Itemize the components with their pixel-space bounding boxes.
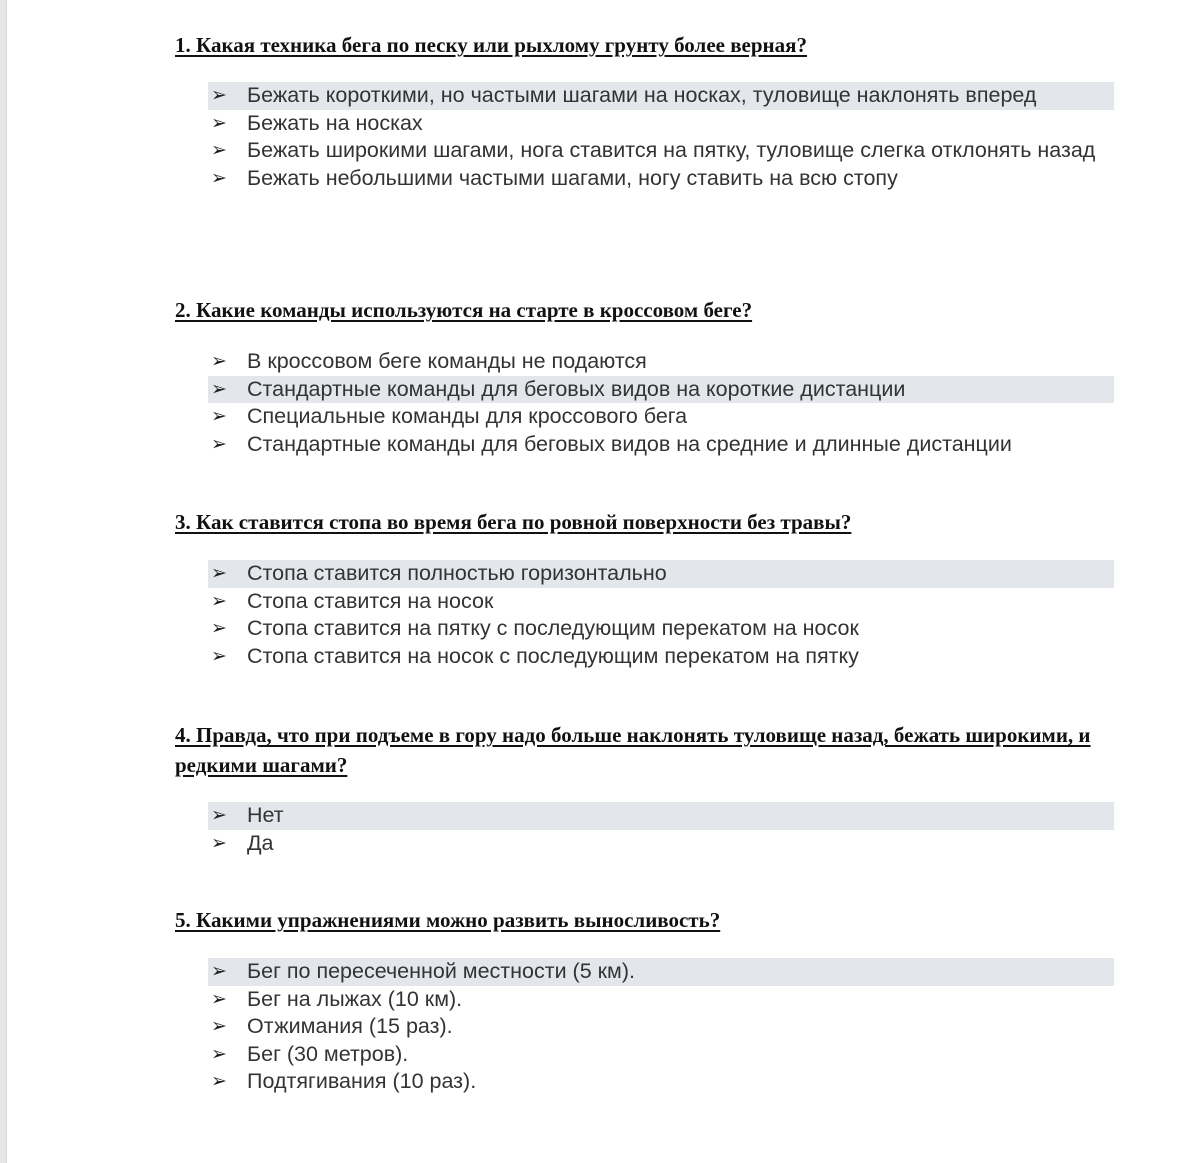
answer-text: Бег на лыжах (10 км).	[247, 986, 463, 1011]
arrow-bullet-icon: ➢	[211, 562, 227, 584]
answer-text: Бежать на носках	[247, 110, 423, 135]
answer-option[interactable]	[208, 1041, 1114, 1069]
question-title-5: 5. Какими упражнениями можно развить выносливость?	[175, 908, 721, 932]
answer-option[interactable]	[208, 1013, 1114, 1041]
arrow-bullet-icon: ➢	[211, 589, 227, 612]
answer-text: Стопа ставится на носок с последующим перекатом на пятку	[247, 643, 859, 668]
answer-option[interactable]	[208, 588, 1114, 616]
arrow-bullet-icon: ➢	[211, 111, 227, 134]
answer-text: Стопа ставится полностью горизонтально	[247, 561, 667, 585]
answer-option[interactable]	[208, 643, 1114, 671]
answer-text: Бег по пересеченной местности (5 км).	[247, 959, 635, 983]
answer-option[interactable]	[208, 802, 1114, 830]
answer-option[interactable]	[208, 830, 1114, 858]
answer-option[interactable]	[208, 986, 1114, 1014]
answer-text: В кроссовом беге команды не подаются	[247, 349, 647, 373]
answer-list-3	[208, 560, 1114, 670]
answer-text: Стандартные команды для беговых видов на средние и длинные дистанции	[247, 431, 1012, 456]
arrow-bullet-icon: ➢	[211, 644, 227, 667]
arrow-bullet-icon: ➢	[211, 139, 227, 161]
answer-option[interactable]	[208, 348, 1114, 376]
answer-text: Бег (30 метров).	[247, 1041, 409, 1066]
arrow-bullet-icon: ➢	[211, 1070, 227, 1092]
answer-text: Да	[247, 830, 274, 855]
answer-text: Бежать небольшими частыми шагами, ногу ставить на всю стопу	[247, 165, 898, 190]
arrow-bullet-icon: ➢	[211, 84, 227, 106]
answer-option[interactable]	[208, 560, 1114, 588]
arrow-bullet-icon: ➢	[211, 1042, 227, 1065]
answer-text: Стандартные команды для беговых видов на короткие дистанции	[247, 376, 906, 401]
answer-option[interactable]	[208, 110, 1114, 138]
answer-option[interactable]	[208, 431, 1114, 459]
answer-text: Специальные команды для кроссового бега	[247, 404, 688, 428]
question-title-2: 2. Какие команды используются на старте в кроссовом беге?	[175, 298, 753, 322]
answer-option[interactable]	[208, 615, 1114, 643]
arrow-bullet-icon: ➢	[211, 960, 227, 982]
answer-list-4	[208, 802, 1114, 857]
arrow-bullet-icon: ➢	[211, 350, 227, 372]
answer-option[interactable]	[208, 403, 1114, 431]
arrow-bullet-icon: ➢	[211, 166, 227, 189]
answer-text: Подтягивания (10 раз).	[247, 1069, 477, 1093]
answer-text: Отжимания (15 раз).	[247, 1014, 453, 1038]
answer-text: Нет	[247, 803, 284, 827]
arrow-bullet-icon: ➢	[211, 804, 227, 826]
question-title-1: 1. Какая техника бега по песку или рыхлому грунту более верная?	[175, 33, 808, 57]
question-title-3: 3. Как ставится стопа во время бега по ровной поверхности без травы?	[175, 510, 852, 534]
answer-text: Бежать короткими, но частыми шагами на носках, туловище наклонять вперед	[247, 83, 1037, 107]
arrow-bullet-icon: ➢	[211, 617, 227, 639]
answer-list-2	[208, 348, 1114, 458]
answer-text: Бежать широкими шагами, нога ставится на пятку, туловище слегка отклонять назад	[247, 138, 1096, 162]
answer-option[interactable]	[208, 82, 1114, 110]
answer-option[interactable]	[208, 958, 1114, 986]
answer-option[interactable]	[208, 137, 1114, 165]
arrow-bullet-icon: ➢	[211, 831, 227, 854]
answer-option[interactable]	[208, 376, 1114, 404]
arrow-bullet-icon: ➢	[211, 987, 227, 1010]
answer-option[interactable]	[208, 165, 1114, 193]
answer-list-1	[208, 82, 1114, 192]
arrow-bullet-icon: ➢	[211, 432, 227, 455]
answer-list-5	[208, 958, 1114, 1096]
arrow-bullet-icon: ➢	[211, 377, 227, 400]
arrow-bullet-icon: ➢	[211, 1015, 227, 1037]
answer-text: Стопа ставится на носок	[247, 588, 494, 613]
answer-text: Стопа ставится на пятку с последующим перекатом на носок	[247, 616, 859, 640]
arrow-bullet-icon: ➢	[211, 405, 227, 427]
question-title-4: 4. Правда, что при подъеме в гору надо больше наклонять туловище назад, бежать широкими, и редкими шагами?	[175, 723, 1091, 777]
answer-option[interactable]	[208, 1068, 1114, 1096]
